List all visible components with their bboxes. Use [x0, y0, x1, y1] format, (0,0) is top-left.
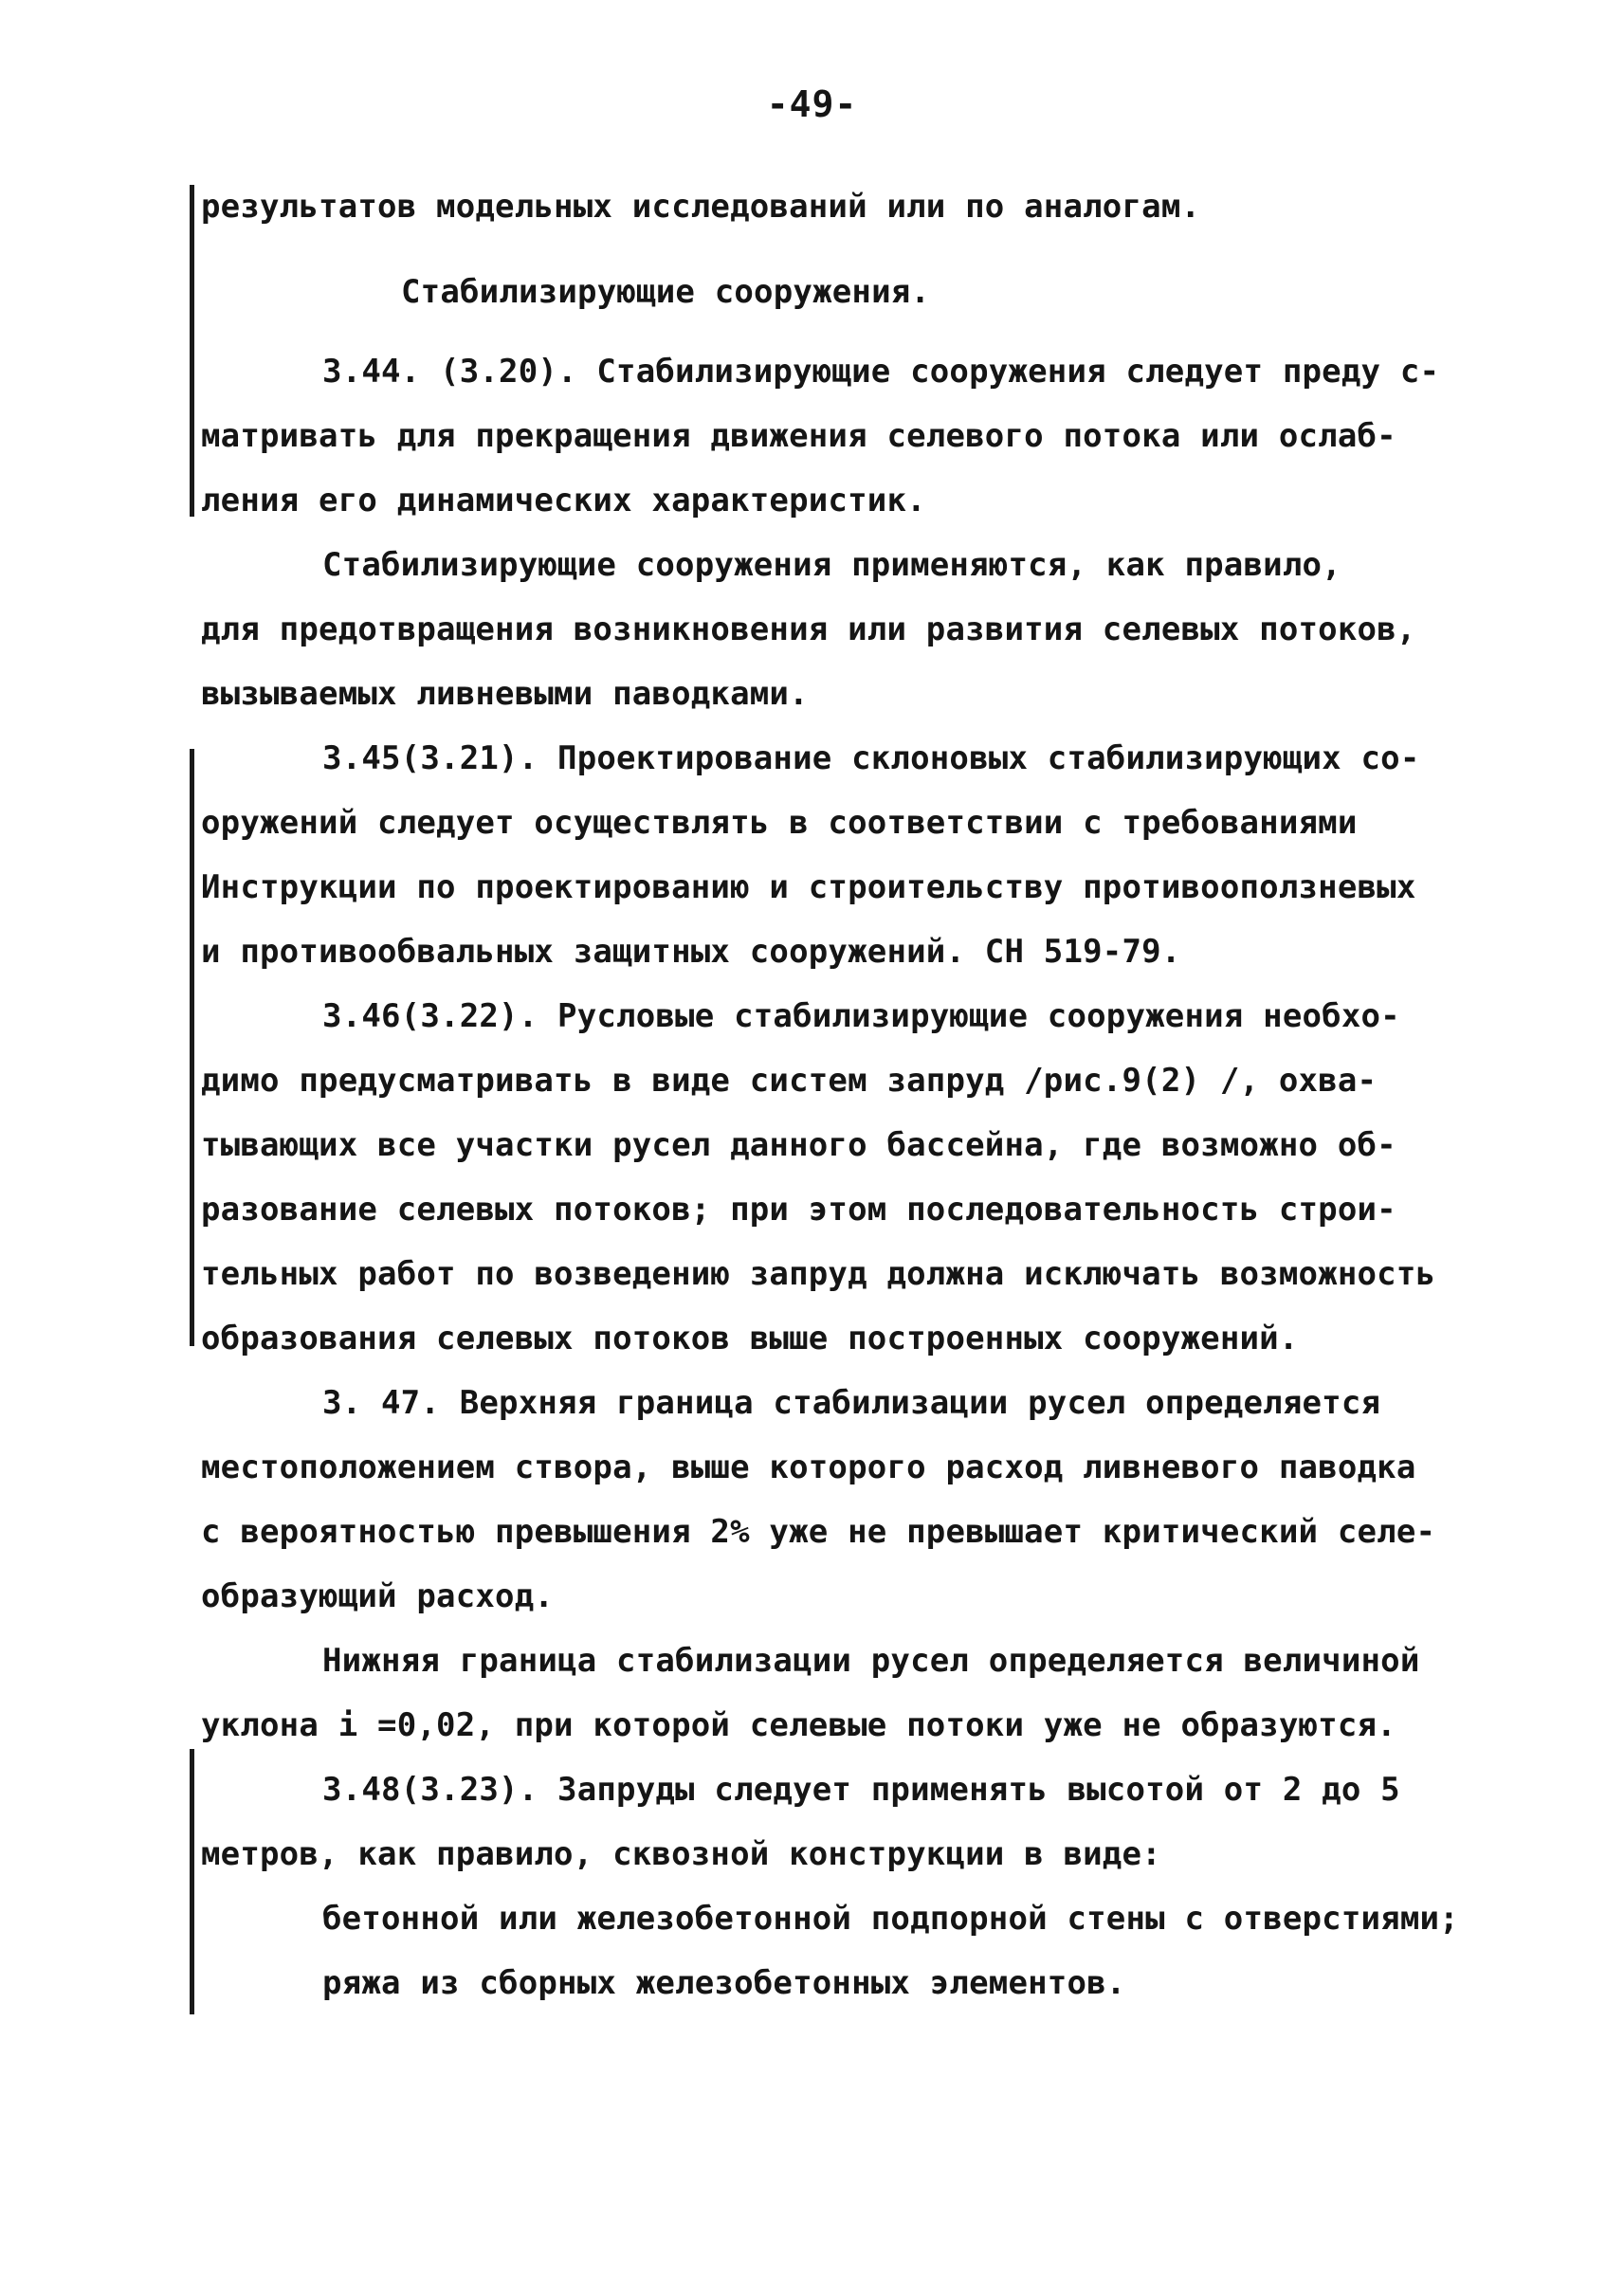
text-line: и противообвальных защитных сооружений. СН 519-79. [201, 933, 1181, 971]
text-line: 3. 47. Верхняя граница стабилизации русел определяется [322, 1384, 1381, 1422]
text-line: ряжа из сборных железобетонных элементов. [322, 1964, 1126, 2002]
text-line: матривать для прекращения движения селевого потока или ослаб- [201, 417, 1396, 455]
text-line: тывающих все участки русел данного бассейна, где возможно об- [201, 1126, 1396, 1164]
text-line: 3.46(3.22). Русловые стабилизирующие сооружения необхо- [322, 997, 1400, 1035]
text-line: местоположением створа, выше которого расход ливневого паводка [201, 1448, 1416, 1486]
section-heading: Стабилизирующие сооружения. [401, 273, 931, 311]
text-line: 3.44. (3.20). Стабилизирующие сооружения следует преду с- [322, 353, 1440, 391]
text-line: Инструкции по проектированию и строительству противооползневых [201, 868, 1416, 906]
margin-change-bar [190, 185, 194, 517]
text-line: Стабилизирующие сооружения применяются, как правило, [322, 546, 1341, 584]
text-line: для предотвращения возникновения или развития селевых потоков, [201, 610, 1416, 648]
text-line: образующий расход. [201, 1577, 555, 1615]
text-line: результатов модельных исследований или по аналогам. [201, 188, 1201, 226]
text-line: оружений следует осуществлять в соответствии с требованиями [201, 804, 1358, 842]
text-line: бетонной или железобетонной подпорной стены с отверстиями; [322, 1900, 1459, 1938]
text-line: разование селевых потоков; при этом последовательность строи- [201, 1191, 1396, 1229]
text-line: тельных работ по возведению запруд должна исключать возможность [201, 1255, 1436, 1293]
text-line: с вероятностью превышения 2% уже не превышает критический селе- [201, 1513, 1436, 1551]
page-number: -49- [766, 83, 858, 125]
text-line: вызываемых ливневыми паводками. [201, 675, 809, 713]
margin-change-bar [190, 1749, 194, 2014]
text-line: образования селевых потоков выше построенных сооружений. [201, 1320, 1299, 1357]
text-line: Нижняя граница стабилизации русел определяется величиной [322, 1642, 1420, 1680]
text-line: 3.48(3.23). Запруды следует применять высотой от 2 до 5 [322, 1771, 1400, 1809]
margin-change-bar [190, 749, 194, 1346]
text-line: метров, как правило, сквозной конструкции в виде: [201, 1835, 1161, 1873]
text-line: 3.45(3.21). Проектирование склоновых стабилизирующих со- [322, 739, 1420, 777]
text-line: уклона i =0,02, при которой селевые потоки уже не образуются. [201, 1706, 1396, 1744]
text-line: ления его динамических характеристик. [201, 482, 926, 519]
text-line: димо предусматривать в виде систем запруд /рис.9(2) /, охва- [201, 1062, 1378, 1100]
